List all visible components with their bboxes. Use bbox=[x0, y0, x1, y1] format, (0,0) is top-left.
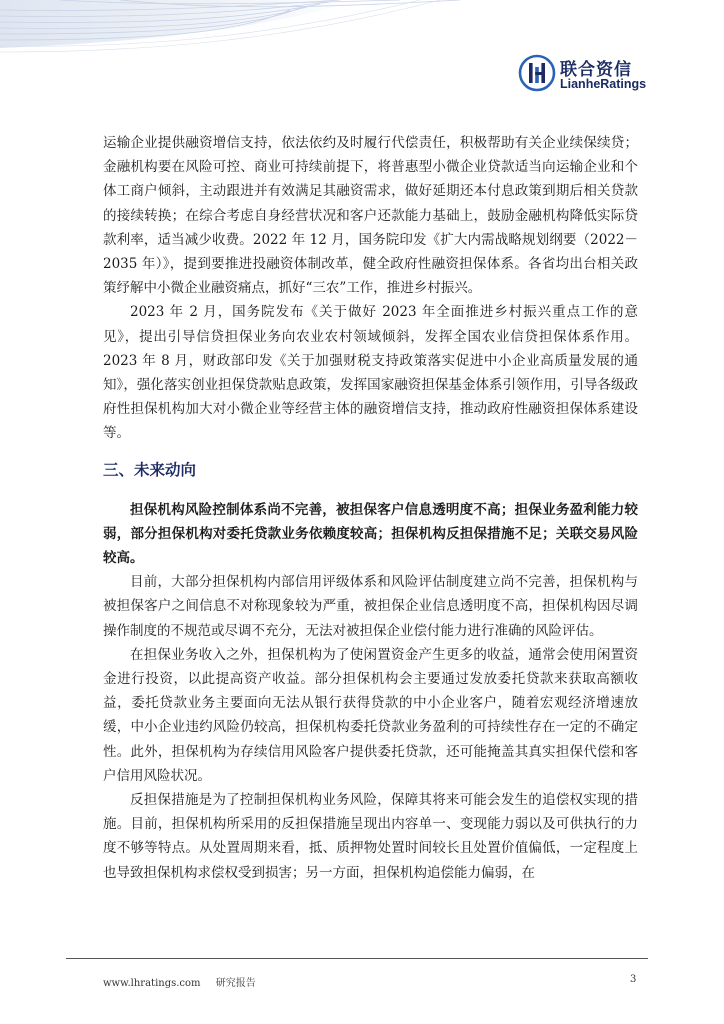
bold-summary-paragraph: 担保机构风险控制体系尚不完善，被担保客户信息透明度不高；担保业务盈利能力较弱，部分担保机构对委托贷款业务依赖度较高；担保机构反担保措施不足；关联交易风险较高。 bbox=[103, 501, 638, 567]
document-body bbox=[103, 131, 638, 885]
body-paragraph-2: 2023 年 2 月，国务院发布《关于做好 2023 年全面推进乡村振兴重点工作的意见》，提出引导信贷担保业务向农业农村领域倾斜，发挥全国农业信贷担保体系作用。2023 年 8 月，财政部印发《关于加强财税支持政策落实促进中小企业高质量发展的通知》，强化落实创业担保贷款贴息政策，发挥国家融资担保基金体系引领作用，引导各级政府性担保机构加大对小微企业等经营主体的融资增信支持，推动政府性融资担保体系建设等。 bbox=[103, 304, 638, 442]
body-paragraph-3: 目前，大部分担保机构内部信用评级体系和风险评估制度建立尚不完善，担保机构与被担保客户之间信息不对称现象较为严重，被担保企业信息透明度不高，担保机构因尽调操作制度的不规范或尽调不充分，无法对被担保企业偿付能力进行准确的风险评估。 bbox=[103, 574, 638, 639]
page-number: 3 bbox=[630, 974, 637, 985]
footer-doc-type: 研究报告 bbox=[215, 978, 256, 989]
logo-chinese-name: 联合资信 bbox=[560, 60, 632, 80]
footer-website-link[interactable]: www.lhratings.com bbox=[103, 978, 201, 989]
body-paragraph-4: 在担保业务收入之外，担保机构为了使闲置资金产生更多的收益，通常会使用闲置资金进行投资，以此提高资产收益。部分担保机构会主要通过发放委托贷款来获取高额收益，委托贷款业务主要面向无法从银行获得贷款的中小企业客户，随着宏观经济增速放缓，中小企业违约风险仍较高，担保机构委托贷款业务盈利的可持续性存在一定的不确定性。此外，担保机构为存续信用风险客户提供委托贷款，还可能掩盖其真实担保代偿和客户信用风险状况。 bbox=[103, 646, 638, 784]
footer-info bbox=[103, 974, 268, 989]
logo-english-name: LianheRatings bbox=[560, 77, 647, 91]
lianhe-logo-icon bbox=[518, 54, 556, 92]
body-paragraph-1: 运输企业提供融资增信支持，依法依约及时履行代偿责任，积极帮助有关企业续保续贷；金融机构要在风险可控、商业可持续前提下，将普惠型小微企业贷款适当向运输企业和个体工商户倾斜，主动跟进并有效满足其融资需求，做好延期还本付息政策到期后相关贷款的接续转换；在综合考虑自身经营状况和客户还款能力基础上，鼓励金融机构降低实际贷款利率，适当减少收费。2022 年 12 月，国务院印发《扩大内需战略规划纲要（2022－2035 年）》，提到要推进投融资体制改革，健全政府性融资担保体系。各省均出台相关政策纾解中小微企业融资痛点，抓好“三农”工作，推进乡村振兴。 bbox=[103, 135, 638, 297]
company-logo bbox=[518, 54, 648, 94]
section-heading: 三、未来动向 bbox=[103, 460, 197, 479]
footer-divider bbox=[66, 958, 648, 959]
body-paragraph-5: 反担保措施是为了控制担保机构业务风险，保障其将来可能会发生的追偿权实现的措施。目前，担保机构所采用的反担保措施呈现出内容单一、变现能力弱以及可供执行的力度不够等特点。从处置周期来看，抵、质押物处置时间较长且处置价值偏低，一定程度上也导致担保机构求偿权受到损害；另一方面，担保机构追偿能力偏弱，在 bbox=[103, 792, 638, 881]
